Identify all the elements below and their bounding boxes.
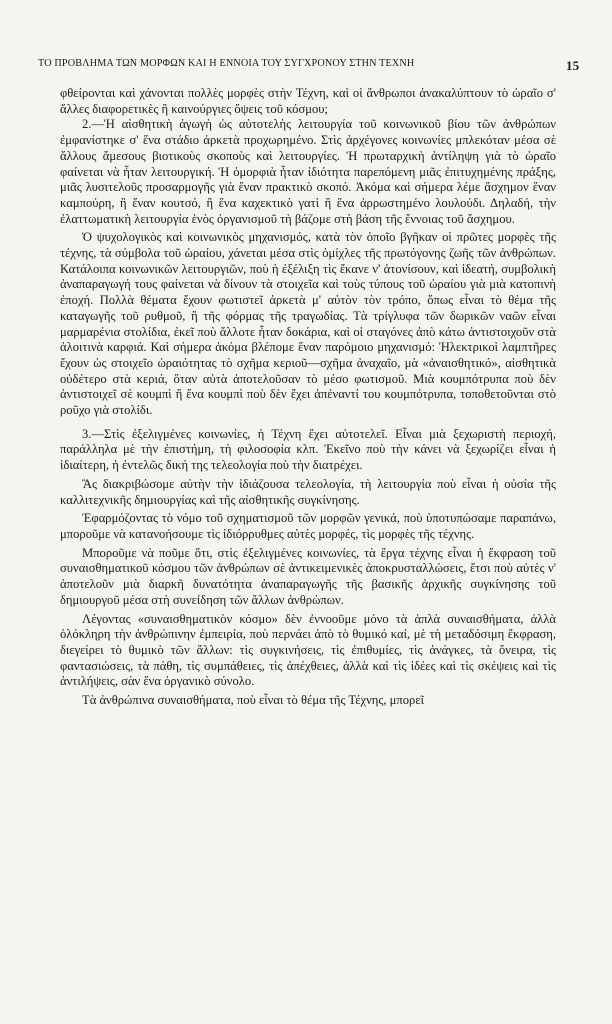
paragraph-forms-law: Ἐφαρμόζοντας τὸ νόμο τοῦ σχηματισμοῦ τῶν μορφῶν γενικά, ποὺ ὑποτυπώσαμε παραπάνω, μποροῦμε νὰ κατανοήσουμε τὶς ἰδιόρρυθμες αὐτὲς μορφές, τὶς μορφὲς τῆς τέχνης. [60, 511, 556, 541]
running-header [38, 58, 580, 73]
page-body [60, 86, 556, 709]
paragraph-emotional-world: Λέγοντας «συναισθηματικὸν κόσμο» δὲν ἐννοοῦμε μόνο τὰ ἁπλὰ συναισθήματα, ἀλλὰ ὁλόκληρη τὴν ἀνθρώπινην ἐμπειρία, ποὺ περνάει ἀπὸ τὸ θυμικό καί, μὲ τὴ μεταδόσιμη ἔκφραση, διεγείρει τὸ θυμικὸ τῶν ἄλλων: τὶς συγκινήσεις, τὶς ἐπιθυμίες, τὶς ἀνάγκες, τὰ ὄνειρα, τὶς φαντασιώσεις, τὰ πάθη, τὶς συμπάθειες, τὶς ἀπέχθειες, ἀλλὰ καὶ τὶς ἰδέες καὶ τὶς σκέψεις καὶ τὶς ἀντιλήψεις, σὰν ἕνα ὀργανικὸ σύνολο. [60, 611, 556, 689]
paragraph-section-3: 3.—Στὶς ἐξελιγμένες κοινωνίες, ἡ Τέχνη ἔχει αὐτοτελεῖ. Εἶναι μιὰ ξεχωριστὴ περιοχή, παράλληλα μὲ τὴν ἐπιστήμη, τὴ φιλοσοφία κλπ. Ἐκεῖνο ποὺ τὴν κάνει νὰ ξεχωρίζει εἶναι ἡ ἰδιαίτερη, ἡ ἐντελῶς δική της τελεολογία ποὺ τὴν διατρέχει. [60, 426, 556, 473]
running-title: ΤΟ ΠΡΟΒΛΗΜΑ ΤΩΝ ΜΟΡΦΩΝ ΚΑΙ Η ΕΝΝΟΙΑ ΤΟΥ ΣΥΓΧΡΟΝΟΥ ΣΤΗΝ ΤΕΧΝΗ [38, 58, 415, 69]
paragraph-teleology: Ἂς διακριβώσομε αὐτὴν τὴν ἰδιάζουσα τελεολογία, τὴ λειτουργία ποὺ εἶναι ἡ οὐσία τῆς καλλιτεχνικῆς δημιουργίας καὶ τῆς αἰσθητικῆς συγκίνησης. [60, 476, 556, 507]
paragraph-mechanism: Ὁ ψυχολογικὸς καὶ κοινωνικὸς μηχανισμός, κατὰ τὸν ὁποῖο βγῆκαν οἱ πρῶτες μορφὲς τῆς τέχνης, τὰ σύμβολα τοῦ ὡραίου, χάνεται μέσα στὶς ὀμίχλες τῆς πρωτόγονης ζωῆς τῶν ἀνθρώπων. Κατάλοιπα κοινωνικῶν λειτουργιῶν, ποὺ ἡ ἐξέλιξη τὶς ἔκανε ν' ἀτονίσουν, καὶ ἰδεατή, συμβολικὴ ἀναπαραγωγή τους φαίνεται νὰ δίνουν τὰ στοιχεῖα καὶ τοὺς τύπους τοῦ ὡραίου γιὰ μιὰ κατοπινὴ ἐποχή. Πολλὰ θέματα ἔχουν φωτιστεῖ ἀρκετὰ μ' αὐτὸν τὸν τρόπο, ὅπως εἶναι τὸ θέμα τῆς καταγωγῆς τοῦ ρυθμοῦ, ἢ τῆς φόρμας τῆς τραγωδίας. Τὰ τρίγλυφα τῶν δωρικῶν ναῶν εἶναι μαρμαρένια στολίδια, ἐκεῖ ποὺ ἄλλοτε ἦταν δοκάρια, καὶ οἱ σταγόνες ἀπὸ κάτω ἀντιστοιχοῦν στὰ ἀλοιτινὰ καρφιά. Καὶ σήμερα ἀκόμα βλέπομε ἕναν παρόμοιο μηχανισμό: Ἠλεκτρικοὶ λαμπτῆρες ἔχουν ὡς στοιχεῖο ὡραιότητας τὸ σχῆμα κεριοῦ—σχῆμα ἀναχαῖο, μὰ «ἀναισθητικό», αἰσθητικὰ οὐδέτερο στὰ κεριά, ὅταν αὐτὰ ἀποτελοῦσαν τὸ μέσο φωτισμοῦ. Μιὰ κουμπότρυπα ποὺ δὲν ἀντιστοιχεῖ σὲ κουμπὶ ἢ ἕνα κουμπὶ ποὺ δὲν ἔχει ἀπέναντί του κουμπότρυπα, τοποθετοῦνται στὸ ροῦχο γιὰ στολίδι. [60, 230, 556, 418]
paragraph-continued: φθείρονται καὶ χάνονται πολλὲς μορφὲς στὴν Τέχνη, καὶ οἱ ἄνθρωποι ἀνακαλύπτουν τὸ ὡραῖο σ' ἄλλες διαφορετικὲς ἢ καινούργιες ὄψεις τοῦ κόσμου; [60, 86, 556, 116]
paragraph-artworks: Μποροῦμε νὰ ποῦμε ὅτι, στὶς ἐξελιγμένες κοινωνίες, τὰ ἔργα τέχνης εἶναι ἡ ἔκφραση τοῦ συναισθηματικοῦ κόσμου τῶν ἀνθρώπων σὲ ἀντικειμενικὲς ἀποκρυσταλλώσεις, ἔτσι ποὺ αὐτὲς ν' ἀποτελοῦν μιὰ διαρκῆ δυνατότητα ἀναπαραγωγῆς τῆς βασικῆς ἀρχικῆς συγκίνησης τοῦ δημιουργοῦ μέσα στὴ συνείδηση τῶν ἄλλων ἀνθρώπων. [60, 545, 556, 607]
page-number: 15 [566, 58, 580, 73]
paragraph-final: Τὰ ἀνθρώπινα συναισθήματα, ποὺ εἶναι τὸ θέμα τῆς Τέχνης, μπορεῖ [82, 693, 425, 708]
paragraph-section-2: 2.—Ἡ αἰσθητικὴ ἀγωγὴ ὡς αὐτοτελὴς λειτουργία τοῦ κοινωνικοῦ βίου τῶν ἀνθρώπων ἐμφανίστηκε σ' ἕνα στάδιο ἀρκετὰ προχωρημένο. Στὶς ἀρχέγονες κοινωνίες μπλεκόταν μέσα σὲ ἄλλους ἄμεσους βιοτικοὺς σκοποὺς καὶ λειτουργίες. Ἡ πρωταρχικὴ ἀντίληψη γιὰ τὸ ὡραῖο φαίνεται νὰ ἦταν λειτουργική. Ἡ ὀμορφιὰ ἦταν ἰδιότητα παρεπόμενη μιᾶς ἐπιτυχημένης πράξης, μιᾶς λυσιτελοῦς προσαρμογῆς γιὰ ἕναν πρακτικὸ σκοπό. Ἀκόμα καὶ σήμερα λέμε ἄσχημον ἕναν καμπούρη, ἢ ἕναν κουτσό, ἢ ἕνα καχεκτικὸ γατὶ ἢ ἕνα ἀρρωστημένο λουλούδι. Δηλαδή, τὴν ἐλαττωματικὴ λειτουργία ἑνὸς ὀργανισμοῦ τὴ βάζομε στὴ βάση τῆς ἔννοιας τοῦ ἄσχημου. [60, 117, 556, 226]
